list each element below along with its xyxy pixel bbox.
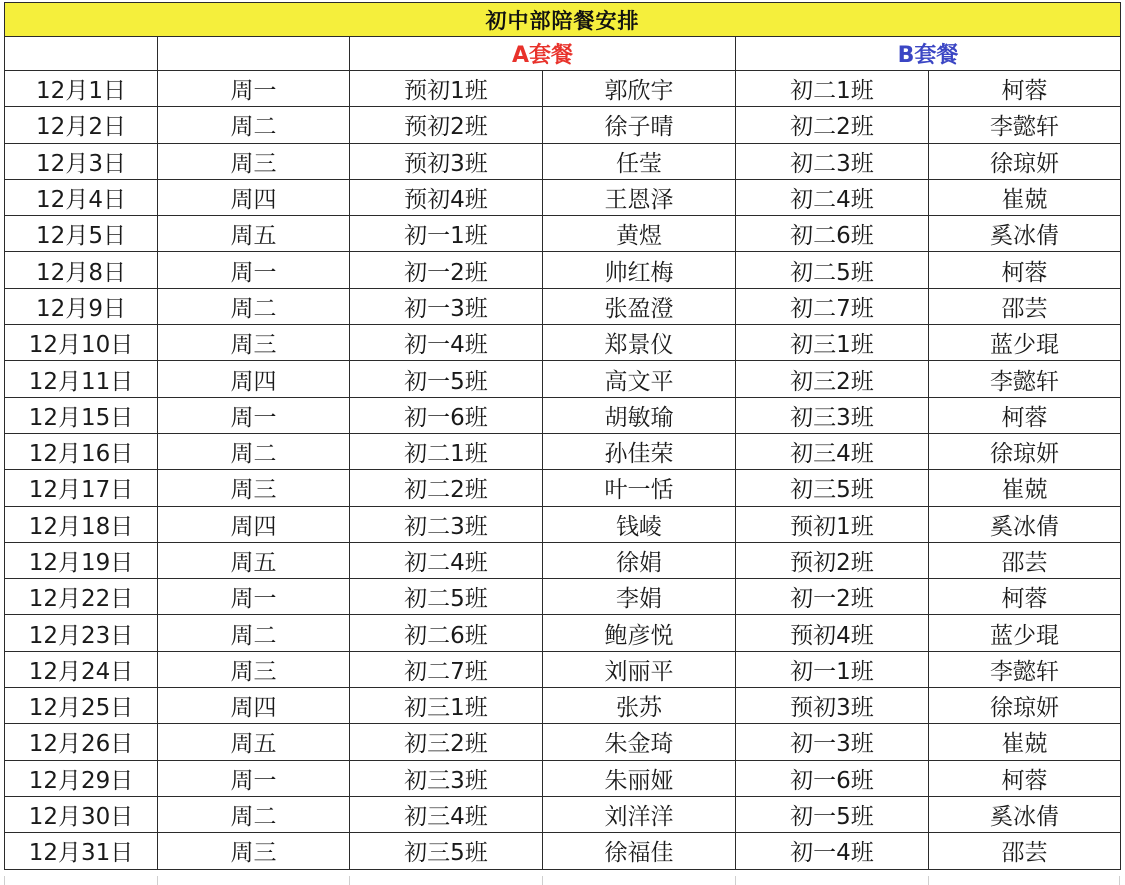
cell-a-name[interactable]: 叶一恬 [543, 470, 736, 506]
cell-b-class[interactable]: 初一1班 [736, 651, 929, 687]
cell-date[interactable]: 12月19日 [5, 542, 158, 578]
table-row [5, 179, 1121, 215]
cell-date[interactable]: 12月2日 [5, 107, 158, 143]
cell-date[interactable]: 12月10日 [5, 325, 158, 361]
cell-weekday[interactable]: 周四 [158, 361, 350, 397]
cell-b-name[interactable]: 奚冰倩 [929, 506, 1121, 542]
cell-b-class[interactable]: 初一3班 [736, 724, 929, 760]
cell-b-name[interactable]: 蓝少琨 [929, 615, 1121, 651]
cell-b-name[interactable]: 奚冰倩 [929, 796, 1121, 832]
table-row [5, 796, 1121, 832]
cell-a-name[interactable]: 徐子晴 [543, 107, 736, 143]
cell-a-name[interactable]: 朱金琦 [543, 724, 736, 760]
cell-a-name[interactable]: 刘洋洋 [543, 796, 736, 832]
cell-weekday[interactable]: 周三 [158, 470, 350, 506]
cell-a-class[interactable]: 初三1班 [350, 688, 543, 724]
cell-b-name[interactable]: 李懿轩 [929, 361, 1121, 397]
header-b-set[interactable]: B套餐 [736, 37, 1121, 71]
table-title[interactable]: 初中部陪餐安排 [5, 3, 1121, 37]
cell-a-class[interactable]: 预初3班 [350, 143, 543, 179]
cell-a-class[interactable]: 初一1班 [350, 216, 543, 252]
cell-b-class[interactable]: 初三2班 [736, 361, 929, 397]
cell-weekday[interactable]: 周三 [158, 833, 350, 869]
cell-b-class[interactable]: 初三4班 [736, 433, 929, 469]
cell-weekday[interactable]: 周二 [158, 615, 350, 651]
cell-date[interactable]: 12月23日 [5, 615, 158, 651]
cell-a-name[interactable]: 帅红梅 [543, 252, 736, 288]
cell-a-name[interactable]: 黄煜 [543, 216, 736, 252]
cell-a-class[interactable]: 初二7班 [350, 651, 543, 687]
table-row [5, 216, 1121, 252]
cell-weekday[interactable]: 周三 [158, 325, 350, 361]
cell-b-class[interactable]: 初三1班 [736, 325, 929, 361]
cell-a-class[interactable]: 初一3班 [350, 288, 543, 324]
cell-a-name[interactable]: 鲍彦悦 [543, 615, 736, 651]
cell-b-class[interactable]: 初一5班 [736, 796, 929, 832]
cell-b-name[interactable]: 徐琼妍 [929, 143, 1121, 179]
cell-a-name[interactable]: 高文平 [543, 361, 736, 397]
cell-date[interactable]: 12月24日 [5, 651, 158, 687]
cell-a-class[interactable]: 初二4班 [350, 542, 543, 578]
cell-a-class[interactable]: 初二3班 [350, 506, 543, 542]
header-blank-date[interactable] [5, 37, 158, 71]
cell-date[interactable]: 12月16日 [5, 433, 158, 469]
cell-weekday[interactable]: 周四 [158, 179, 350, 215]
table-row [5, 651, 1121, 687]
cell-a-name[interactable]: 钱崚 [543, 506, 736, 542]
cell-weekday[interactable]: 周四 [158, 688, 350, 724]
cell-a-class[interactable]: 初一4班 [350, 325, 543, 361]
cell-a-class[interactable]: 初一2班 [350, 252, 543, 288]
cell-b-name[interactable]: 柯蓉 [929, 397, 1121, 433]
cell-date[interactable]: 12月5日 [5, 216, 158, 252]
cell-weekday[interactable]: 周五 [158, 724, 350, 760]
cell-a-name[interactable]: 徐福佳 [543, 833, 736, 869]
table-row [5, 833, 1121, 869]
cell-a-class[interactable]: 初三4班 [350, 796, 543, 832]
cell-b-name[interactable]: 崔兢 [929, 179, 1121, 215]
cell-a-class[interactable]: 初三2班 [350, 724, 543, 760]
title-row [5, 3, 1121, 37]
cell-a-class[interactable]: 初二1班 [350, 433, 543, 469]
cell-b-class[interactable]: 初二1班 [736, 71, 929, 107]
cell-a-class[interactable]: 初二2班 [350, 470, 543, 506]
cell-weekday[interactable]: 周二 [158, 107, 350, 143]
cell-a-class[interactable]: 初一5班 [350, 361, 543, 397]
cell-a-class[interactable]: 初二5班 [350, 579, 543, 615]
cell-b-name[interactable]: 蓝少琨 [929, 325, 1121, 361]
cell-weekday[interactable]: 周一 [158, 579, 350, 615]
cell-date[interactable]: 12月1日 [5, 71, 158, 107]
table-row [5, 107, 1121, 143]
cell-date[interactable]: 12月4日 [5, 179, 158, 215]
cell-b-name[interactable]: 柯蓉 [929, 579, 1121, 615]
cell-b-name[interactable]: 李懿轩 [929, 651, 1121, 687]
cell-date[interactable]: 12月3日 [5, 143, 158, 179]
cell-a-class[interactable]: 初三3班 [350, 760, 543, 796]
cell-b-name[interactable]: 奚冰倩 [929, 216, 1121, 252]
table-row [5, 397, 1121, 433]
table-row [5, 542, 1121, 578]
cell-date[interactable]: 12月11日 [5, 361, 158, 397]
cell-a-class[interactable]: 预初2班 [350, 107, 543, 143]
cell-b-class[interactable]: 初二3班 [736, 143, 929, 179]
cell-date[interactable]: 12月25日 [5, 688, 158, 724]
table-row [5, 433, 1121, 469]
cell-a-class[interactable]: 预初1班 [350, 71, 543, 107]
cell-b-name[interactable]: 崔兢 [929, 470, 1121, 506]
cell-b-name[interactable]: 柯蓉 [929, 760, 1121, 796]
cell-weekday[interactable]: 周四 [158, 506, 350, 542]
cell-b-class[interactable]: 初二4班 [736, 179, 929, 215]
cell-b-class[interactable]: 初二5班 [736, 252, 929, 288]
cell-b-name[interactable]: 李懿轩 [929, 107, 1121, 143]
cell-date[interactable]: 12月29日 [5, 760, 158, 796]
table-row [5, 288, 1121, 324]
cell-weekday[interactable]: 周二 [158, 433, 350, 469]
table-row [5, 252, 1121, 288]
cell-date[interactable]: 12月17日 [5, 470, 158, 506]
table-row [5, 724, 1121, 760]
cell-weekday[interactable]: 周五 [158, 216, 350, 252]
table-row [5, 325, 1121, 361]
cell-a-class[interactable]: 初一6班 [350, 397, 543, 433]
cell-b-class[interactable]: 初二7班 [736, 288, 929, 324]
cell-b-class[interactable]: 预初2班 [736, 542, 929, 578]
cell-date[interactable]: 12月8日 [5, 252, 158, 288]
cell-date[interactable]: 12月18日 [5, 506, 158, 542]
cell-weekday[interactable]: 周三 [158, 651, 350, 687]
cell-a-name[interactable]: 郑景仪 [543, 325, 736, 361]
cell-a-class[interactable]: 初二6班 [350, 615, 543, 651]
cell-date[interactable]: 12月30日 [5, 796, 158, 832]
table-row [5, 579, 1121, 615]
table-row [5, 688, 1121, 724]
cell-b-name[interactable]: 柯蓉 [929, 252, 1121, 288]
cell-b-name[interactable]: 柯蓉 [929, 71, 1121, 107]
cell-b-name[interactable]: 邵芸 [929, 833, 1121, 869]
cell-a-name[interactable]: 徐娟 [543, 542, 736, 578]
header-blank-day[interactable] [158, 37, 350, 71]
cell-date[interactable]: 12月31日 [5, 833, 158, 869]
header-a-set[interactable]: A套餐 [350, 37, 736, 71]
cell-b-class[interactable]: 初二6班 [736, 216, 929, 252]
cell-b-name[interactable]: 徐琼妍 [929, 433, 1121, 469]
cell-b-class[interactable]: 初一2班 [736, 579, 929, 615]
table-row [5, 143, 1121, 179]
cell-date[interactable]: 12月15日 [5, 397, 158, 433]
cell-b-class[interactable]: 初二2班 [736, 107, 929, 143]
cell-b-class[interactable]: 预初3班 [736, 688, 929, 724]
cell-b-name[interactable]: 徐琼妍 [929, 688, 1121, 724]
dining-schedule-table [4, 2, 1121, 870]
table-row [5, 506, 1121, 542]
cell-weekday[interactable]: 周一 [158, 397, 350, 433]
table-row [5, 71, 1121, 107]
cell-a-name[interactable]: 张盈澄 [543, 288, 736, 324]
cell-b-name[interactable]: 邵芸 [929, 288, 1121, 324]
cell-b-class[interactable]: 初一6班 [736, 760, 929, 796]
cell-a-name[interactable]: 李娟 [543, 579, 736, 615]
cell-a-name[interactable]: 张苏 [543, 688, 736, 724]
cell-weekday[interactable]: 周二 [158, 288, 350, 324]
cell-weekday[interactable]: 周一 [158, 71, 350, 107]
cell-a-name[interactable]: 任莹 [543, 143, 736, 179]
table-row [5, 615, 1121, 651]
table-row [5, 760, 1121, 796]
cell-a-name[interactable]: 郭欣宇 [543, 71, 736, 107]
cell-weekday[interactable]: 周三 [158, 143, 350, 179]
grid-continuation [4, 876, 1120, 885]
cell-b-class[interactable]: 初一4班 [736, 833, 929, 869]
cell-b-class[interactable]: 预初1班 [736, 506, 929, 542]
spreadsheet [4, 2, 1120, 870]
header-row [5, 37, 1121, 71]
cell-date[interactable]: 12月9日 [5, 288, 158, 324]
cell-a-name[interactable]: 王恩泽 [543, 179, 736, 215]
cell-b-class[interactable]: 预初4班 [736, 615, 929, 651]
cell-a-class[interactable]: 初三5班 [350, 833, 543, 869]
cell-a-name[interactable]: 孙佳荣 [543, 433, 736, 469]
cell-weekday[interactable]: 周二 [158, 796, 350, 832]
table-row [5, 470, 1121, 506]
table-row [5, 361, 1121, 397]
cell-b-class[interactable]: 初三3班 [736, 397, 929, 433]
cell-a-name[interactable]: 胡敏瑜 [543, 397, 736, 433]
cell-b-class[interactable]: 初三5班 [736, 470, 929, 506]
cell-weekday[interactable]: 周一 [158, 760, 350, 796]
cell-a-class[interactable]: 预初4班 [350, 179, 543, 215]
cell-b-name[interactable]: 崔兢 [929, 724, 1121, 760]
cell-date[interactable]: 12月22日 [5, 579, 158, 615]
cell-a-name[interactable]: 朱丽娅 [543, 760, 736, 796]
cell-weekday[interactable]: 周五 [158, 542, 350, 578]
cell-b-name[interactable]: 邵芸 [929, 542, 1121, 578]
cell-date[interactable]: 12月26日 [5, 724, 158, 760]
cell-a-name[interactable]: 刘丽平 [543, 651, 736, 687]
cell-weekday[interactable]: 周一 [158, 252, 350, 288]
